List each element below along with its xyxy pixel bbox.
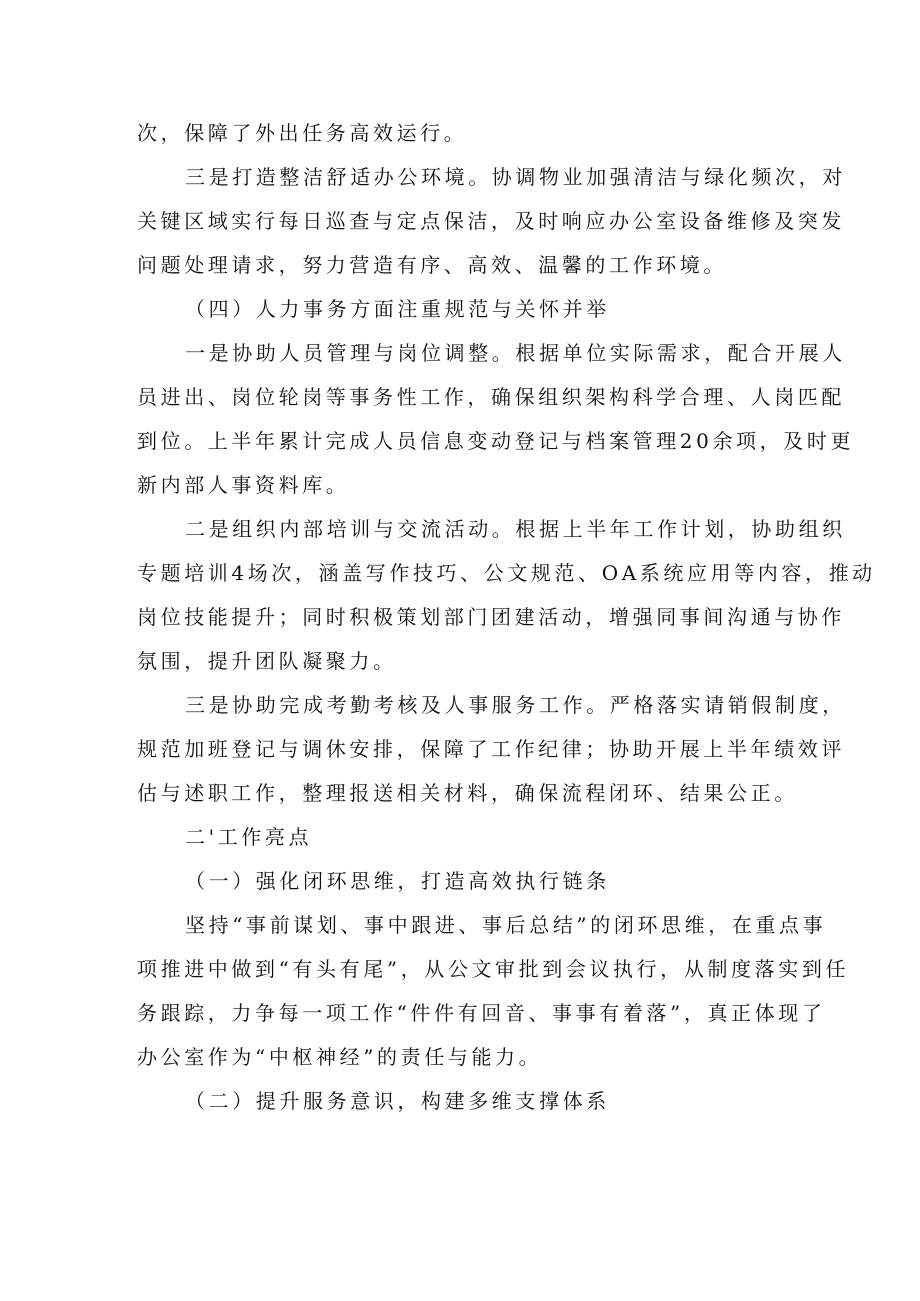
text-line: 办公室作为“中枢神经”的责任与能力。 [137, 1045, 543, 1069]
text-line: 次，保障了外出任务高效运行。 [137, 121, 468, 145]
section-heading: 二'工作亮点 [185, 825, 313, 849]
paragraph-first-line: 三是打造整洁舒适办公环境。协调物业加强清洁与绿化频次，对 [185, 165, 846, 189]
text-line: 务跟踪，力争每一项工作“件件有回音、事事有着落”，真正体现了 [137, 1001, 826, 1025]
paragraph-first-line: 坚持“事前谋划、事中跟进、事后总结”的闭环思维，在重点事 [185, 913, 827, 937]
text-line: 项推进中做到“有头有尾”，从公文审批到会议执行，从制度落实到任 [137, 957, 850, 981]
section-heading: （四）人力事务方面注重规范与关怀并举 [185, 297, 610, 321]
paragraph-first-line: 一是协助人员管理与岗位调整。根据单位实际需求，配合开展人 [185, 341, 846, 365]
text-line: 氛围，提升团队凝聚力。 [137, 649, 397, 673]
paragraph-first-line: 三是协助完成考勤考核及人事服务工作。严格落实请销假制度， [185, 693, 846, 717]
subsection-heading: （二）提升服务意识，构建多维支撑体系 [185, 1089, 610, 1113]
text-line: 岗位技能提升；同时积极策划部门团建活动，增强同事间沟通与协作 [137, 605, 845, 629]
text-line: 估与述职工作，整理报送相关材料，确保流程闭环、结果公正。 [137, 781, 798, 805]
text-line: 关键区域实行每日巡查与定点保洁，及时响应办公室设备维修及突发 [137, 209, 845, 233]
text-line: 问题处理请求，努力营造有序、高效、温馨的工作环境。 [137, 253, 727, 277]
text-line: 员进出、岗位轮岗等事务性工作，确保组织架构科学合理、人岗匹配 [137, 385, 845, 409]
text-line: 专题培训4场次，涵盖写作技巧、公文规范、OA系统应用等内容，推动 [137, 561, 876, 585]
text-line: 新内部人事资料库。 [137, 473, 350, 497]
subsection-heading: （一）强化闭环思维，打造高效执行链条 [185, 869, 610, 893]
text-line: 规范加班登记与调休安排，保障了工作纪律；协助开展上半年绩效评 [137, 737, 845, 761]
paragraph-first-line: 二是组织内部培训与交流活动。根据上半年工作计划，协助组织 [185, 517, 846, 541]
text-line: 到位。上半年累计完成人员信息变动登记与档案管理20余项，及时更 [137, 429, 855, 453]
